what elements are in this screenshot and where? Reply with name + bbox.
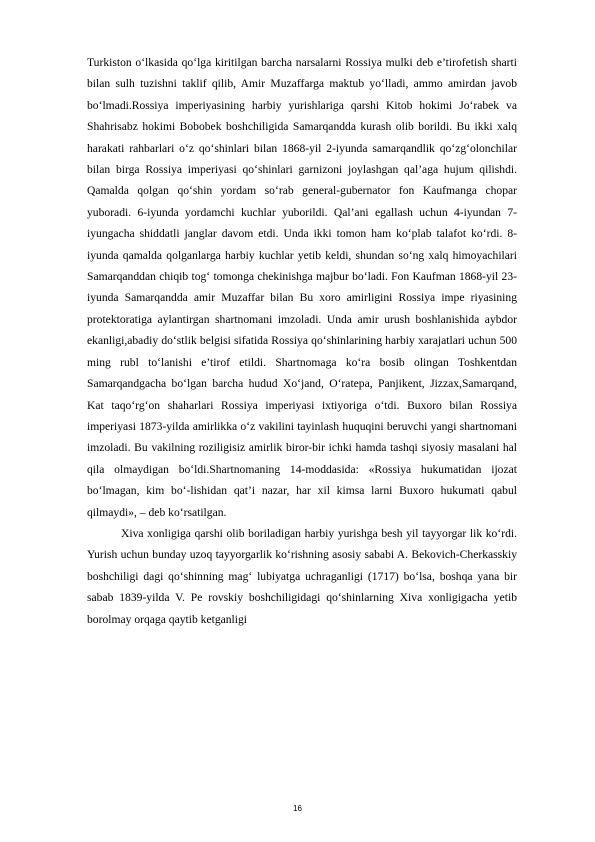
- document-page: [87, 52, 517, 630]
- paragraph-2: Xiva xonligiga qarshi olib boriladigan harbiy yurishga besh yil tayyorgar lik ko‘rdi. Yurish uchun bunday uzoq tayyorgarlik ko‘rishning asosiy sababi A. Bekovich-Cherkasskiy boshchiligi dagi qo‘shinning mag‘ lubiyatga uchraganligi (1717) bo‘lsa, boshqa yana bir sabab 1839-yilda V. Pe rovskiy boshchiligidagi qo‘shinlarning Xiva xonligigacha yetib borolmay orqaga qaytib ketganligi: [87, 526, 517, 626]
- page-number: 16: [293, 804, 302, 813]
- paragraph-1: Turkiston o‘lkasida qo‘lga kiritilgan barcha narsalarni Rossiya mulki deb e’tirofetish sharti bilan sulh tuzishni taklif qilib, Amir Muzaffarga maktub yo‘lladi, ammo amirdan javob bo‘lmadi.Rossiya imperiyasining harbiy yurishlariga qarshi Kitob hokimi Jo‘rabek va Shahrisabz hokimi Bobobek boshchiligida Samarqandda kurash olib borildi. Bu ikki xalq harakati rahbarlari o‘z qo‘shinlari bilan 1868-yil 2-iyunda samarqandlik qo‘zg‘olonchilar bilan birga Rossiya imperiyasi qo‘shinlari garnizoni joylashgan qal’aga hujum qilishdi. Qamalda qolgan qo‘shin yordam so‘rab general-gubernator fon Kaufmanga chopar yuboradi. 6-iyunda yordamchi kuchlar yuborildi. Qal’ani egallash uchun 4-iyundan 7-iyungacha shiddatli janglar davom etdi. Unda ikki tomon ham ko‘plab talafot ko‘rdi. 8-iyunda qamalda qolganlarga harbiy kuchlar yetib keldi, shundan so‘ng xalq himoyachilari Samarqanddan chiqib tog‘ tomonga chekinishga majbur bo‘ladi. Fon Kaufman 1868-yil 23-iyunda Samarqandda amir Muzaffar bilan Bu xoro amirligini Rossiya impe riyasining protektoratiga aylantirgan shartnomani imzoladi. Unda amir urush boshlanishida aybdor ekanligi,abadiy do‘stlik belgisi sifatida Rossiya qo‘shinlarining harbiy xarajatlari uchun 500 ming rubl to‘lanishi e’tirof etildi. Shartnomaga ko‘ra bosib olingan Toshkentdan Samarqandgacha bo‘lgan barcha hudud Xo‘jand, O‘ratepa, Panjikent, Jizzax,Samarqand, Kat taqo‘rg‘on shaharlari Rossiya imperiyasi ixtiyoriga o‘tdi. Buxoro bilan Rossiya imperiyasi 1873-yilda amirlikka o‘z vakilini tayinlash huquqini beruvchi yangi shartnomani imzoladi. Bu vakilning roziligisiz amirlik biror-bir ichki hamda tashqi siyosiy masalani hal qila olmaydigan bo‘ldi.Shartnomaning 14-moddasida: «Rossiya hukumatidan ijozat bo‘lmagan, kim bo‘-lishidan qat’i nazar, har xil kimsa larni Buxoro hukumati qabul qilmaydi», – deb ko‘rsatilgan.: [87, 56, 517, 519]
